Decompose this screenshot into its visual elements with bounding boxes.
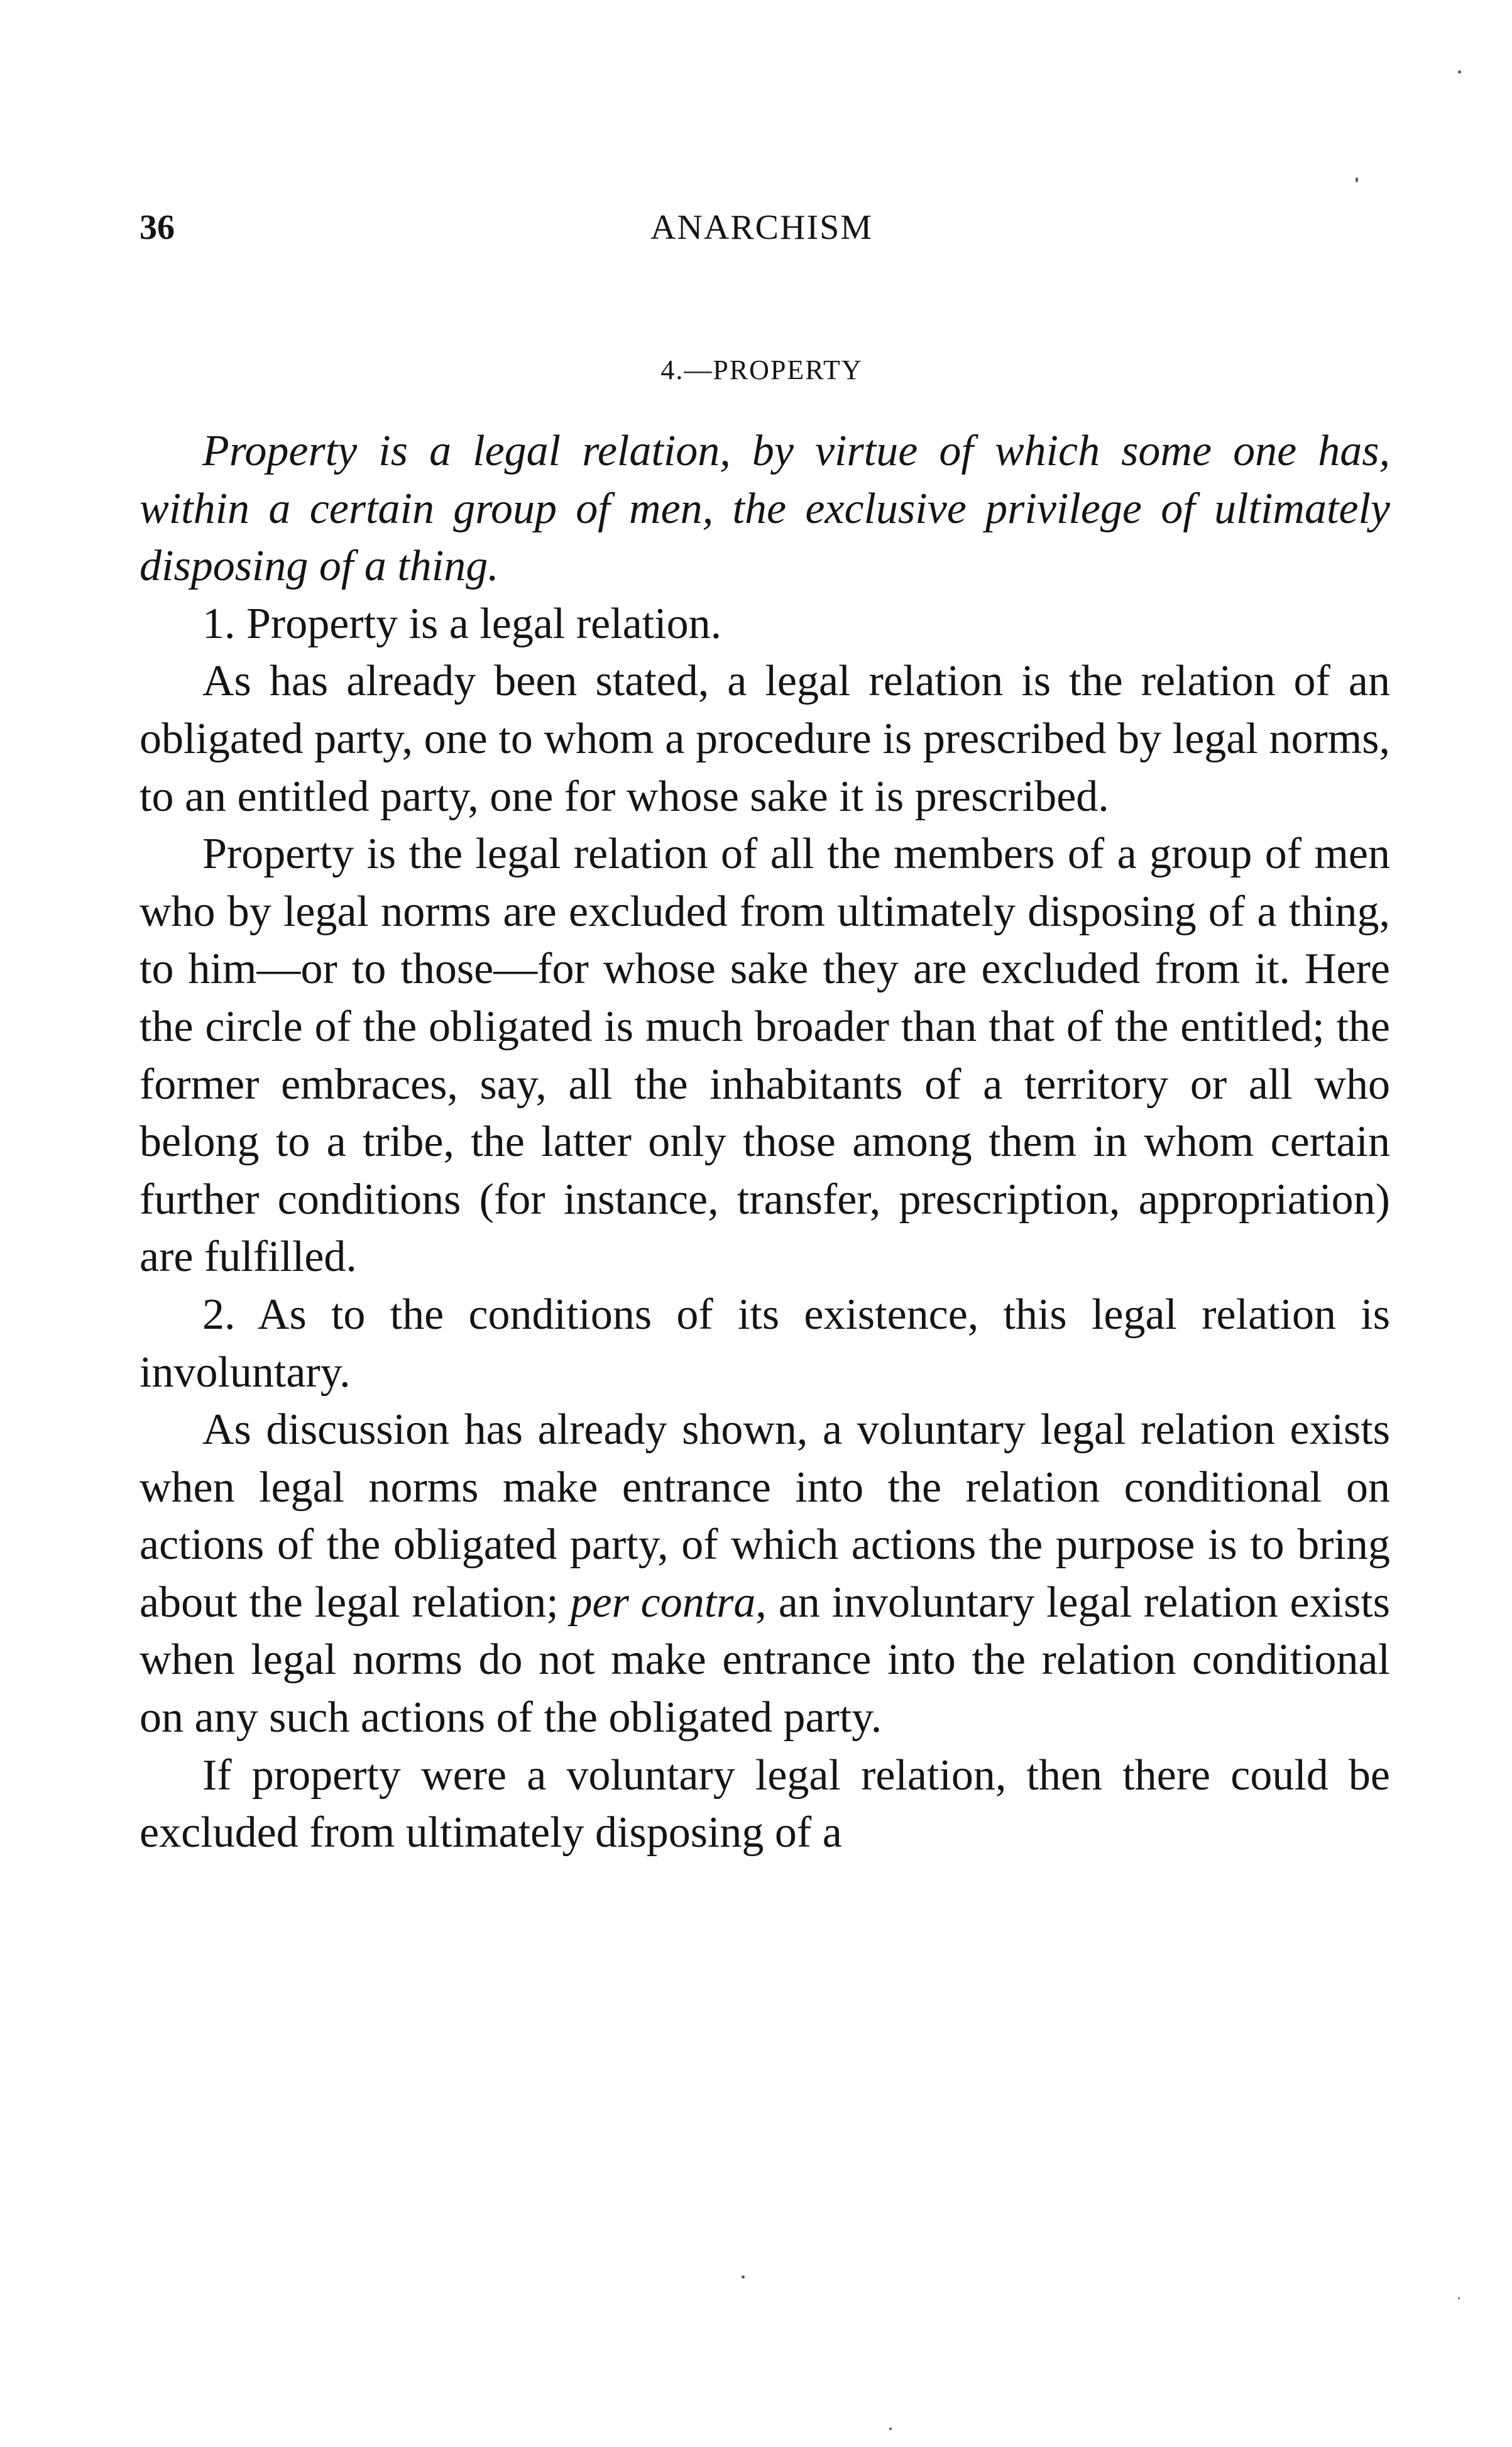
running-head: [140, 207, 1384, 258]
body-text: [140, 422, 1390, 1862]
paper-speck: [889, 2428, 892, 2430]
point-two: 2. As to the conditions of its existence, this legal relation is involuntary.: [140, 1290, 1390, 1397]
paper-speck: [1458, 2297, 1460, 2299]
property-definition: Property is a legal relation, by virtue of which some one has, within a certain group of men, the exclusive privilege of ultimately disposing of a thing.: [140, 427, 1390, 591]
paper-speck: [1356, 177, 1358, 182]
paper-speck: [742, 2275, 745, 2279]
paragraph-voluntary-relation: [140, 1401, 1390, 1747]
section-heading: 4.—PROPERTY: [660, 355, 863, 385]
page-number: 36: [140, 208, 175, 247]
point-one: 1. Property is a legal relation.: [202, 599, 722, 648]
paragraph-if-property: If property were a voluntary legal relation, then there could be excluded from ultimately disposing of a: [140, 1751, 1390, 1857]
paragraph-voluntary-part-a: As discussion has already shown, a voluntary legal relation exists when legal norms make entrance into the relation conditional on actions of the obligated party, of which actions the purpose is to bring about the legal relation;: [140, 1405, 1390, 1627]
running-title: ANARCHISM: [650, 208, 874, 247]
per-contra-emphasis: per contra: [570, 1578, 756, 1627]
paragraph-legal-relation: As has already been stated, a legal relation is the relation of an obligated party, one to whom a procedure is prescribed by legal norms, to an entitled party, one for whose sake it is prescribed.: [140, 657, 1390, 821]
paragraph-voluntary-part-b: , an involuntary legal relation exists when legal norms do not make entrance into the relation conditional on any such actions of the obligated party.: [140, 1578, 1390, 1742]
paragraph-property-relation: Property is the legal relation of all the members of a group of men who by legal norms are excluded from ultimately disposing of a thing, to him—or to those—for whose sake they are excluded from it. Here the circle of the obligated is much broader than that of the entitled; the former embraces, say, all the inhabitants of a territory or all who belong to a tribe, the latter only those among them in whom certain further conditions (for instance, transfer, prescription, appropriation) are fulfilled.: [140, 830, 1390, 1282]
paper-speck: [1458, 70, 1461, 74]
